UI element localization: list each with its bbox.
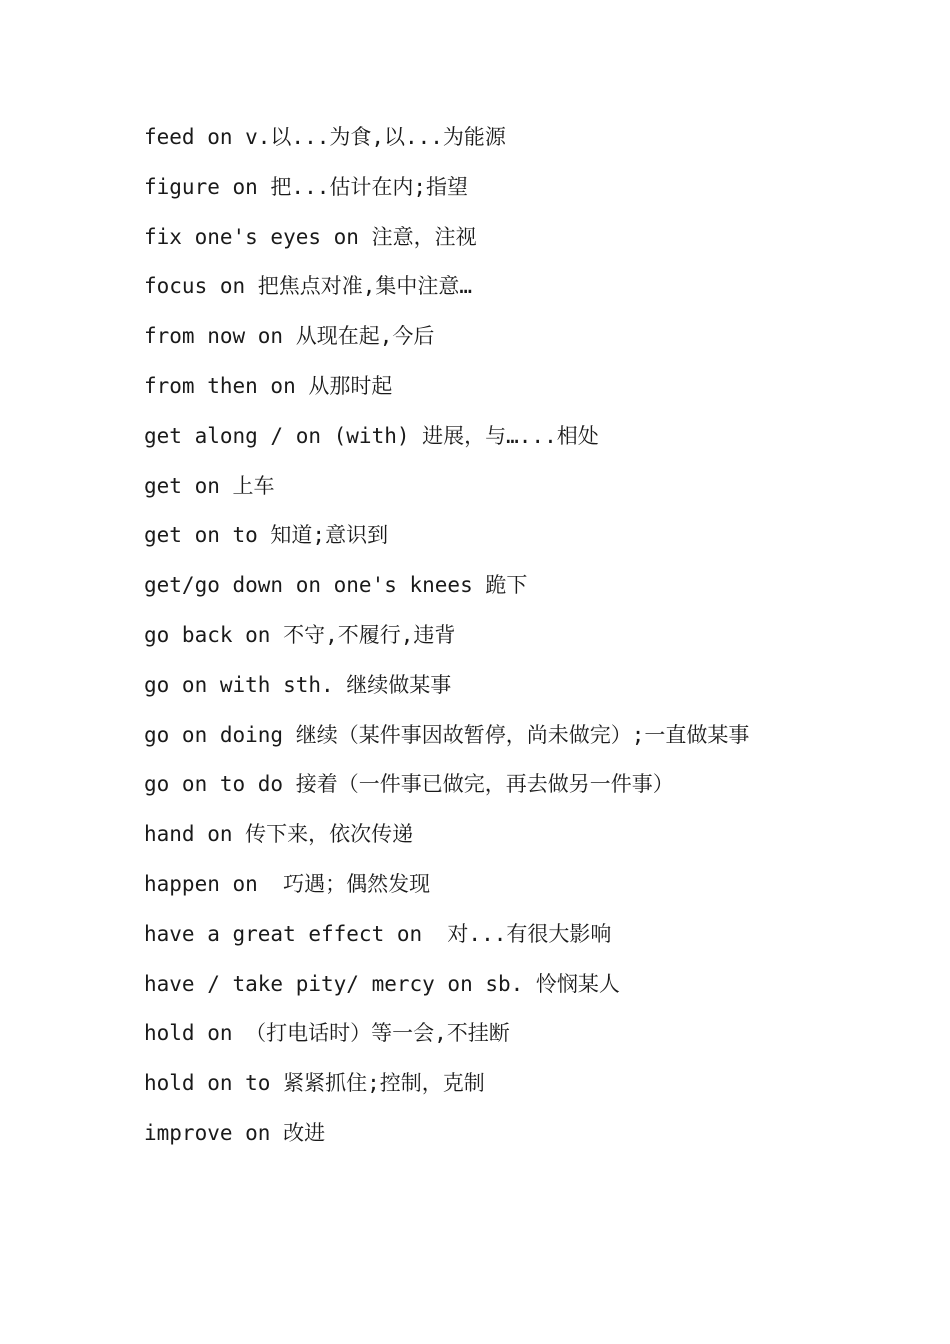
phrase-entry: feed on v.以...为食,以...为能源 [144, 125, 506, 149]
phrase-entry: get along / on (with) 进展，与…...相处 [144, 423, 599, 448]
phrase-list [144, 113, 824, 1159]
phrase-entry: focus on 把焦点对准,集中注意… [144, 274, 473, 299]
phrase-entry: from then on 从那时起 [144, 373, 393, 398]
phrase-entry: improve on 改进 [144, 1120, 326, 1145]
phrase-entry: hold on （打电话时）等一会,不挂断 [144, 1021, 510, 1046]
phrase-entry: go back on 不守,不履行,违背 [144, 622, 456, 647]
phrase-entry: get/go down on one's knees 跪下 [144, 573, 528, 598]
phrase-entry: have a great effect on 对...有很大影响 [144, 921, 612, 946]
phrase-entry: go on to do 接着（一件事已做完，再去做另一件事） [144, 772, 674, 797]
phrase-entry: hold on to 紧紧抓住;控制，克制 [144, 1071, 485, 1096]
phrase-entry: go on doing 继续（某件事因故暂停，尚未做完）;一直做某事 [144, 722, 750, 747]
phrase-entry: happen on 巧遇；偶然发现 [144, 871, 431, 896]
phrase-entry: from now on 从现在起,今后 [144, 324, 435, 349]
phrase-entry: have / take pity/ mercy on sb. 怜悯某人 [144, 971, 620, 996]
phrase-entry: go on with sth. 继续做某事 [144, 672, 452, 697]
phrase-entry: figure on 把...估计在内;指望 [144, 174, 469, 199]
phrase-entry: hand on 传下来，依次传递 [144, 822, 414, 847]
phrase-entry: fix one's eyes on 注意，注视 [144, 224, 477, 249]
phrase-entry: get on 上车 [144, 473, 275, 498]
phrase-entry: get on to 知道;意识到 [144, 523, 389, 548]
